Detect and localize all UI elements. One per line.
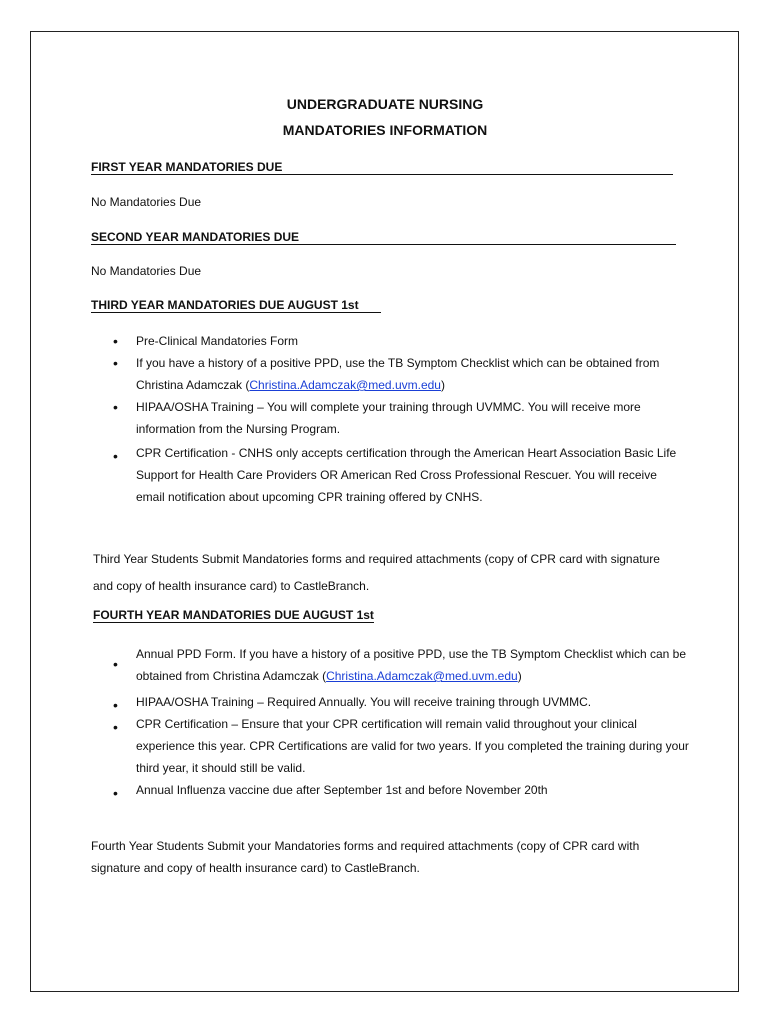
list-item-text: Annual Influenza vaccine due after September 1st and before November 20th [136, 783, 548, 797]
list-item-text: CPR Certification - CNHS only accepts certification through the American Heart Association Basic Life Support for Health Care Providers OR American Red Cross Professional Rescuer. You will receive email notification about upcoming CPR training offered by CNHS. [136, 446, 677, 504]
list-item-text: CPR Certification – Ensure that your CPR certification will remain valid throughout your clinical experience this year. CPR Certifications are valid for two years. If you completed the training during your third year, it should still be valid. [136, 717, 689, 775]
list-item [91, 691, 691, 713]
fourth-year-heading: FOURTH YEAR MANDATORIES DUE AUGUST 1st [93, 608, 374, 622]
second-year-text: No Mandatories Due [91, 264, 202, 278]
email-link[interactable]: Christina.Adamczak@med.uvm.edu [249, 378, 441, 392]
list-item [91, 442, 681, 508]
email-link[interactable]: Christina.Adamczak@med.uvm.edu [326, 669, 518, 683]
list-item [91, 779, 691, 801]
bullet-icon: • [113, 697, 118, 713]
fourth-year-submit-text: Fourth Year Students Submit your Mandatories forms and required attachments (copy of CPR card with signature and copy of health insurance card) to CastleBranch. [91, 839, 640, 875]
third-year-list [91, 330, 681, 508]
title-line-2: MANDATORIES INFORMATION [282, 122, 488, 138]
list-item-text: If you have a history of a positive PPD, use the TB Symptom Checklist which can be obtained from Christina Adamczak ( [136, 356, 660, 392]
bullet-icon: • [113, 785, 118, 801]
first-year-text: No Mandatories Due [91, 195, 202, 209]
bullet-icon: • [113, 719, 118, 735]
fourth-year-list [91, 643, 691, 801]
list-item [91, 330, 681, 352]
third-year-submit-text: Third Year Students Submit Mandatories forms and required attachments (copy of CPR card with signature and copy of health insurance card) to CastleBranch. [93, 552, 660, 593]
list-item-text-end: ) [517, 669, 522, 683]
bullet-icon: • [113, 399, 118, 415]
bullet-icon: • [113, 355, 118, 371]
bullet-icon: • [113, 448, 118, 464]
title-line-1: UNDERGRADUATE NURSING [286, 96, 484, 112]
first-year-heading: FIRST YEAR MANDATORIES DUE [91, 160, 673, 175]
bullet-icon: • [113, 656, 118, 672]
third-year-heading: THIRD YEAR MANDATORIES DUE AUGUST 1st [91, 298, 381, 313]
list-item [91, 352, 681, 396]
list-item-text: Pre-Clinical Mandatories Form [136, 334, 299, 348]
list-item-text: Annual PPD Form. If you have a history of a positive PPD, use the TB Symptom Checklist which can be obtained from Christina Adamczak ( [136, 647, 687, 683]
bullet-icon: • [113, 333, 118, 349]
list-item-text: HIPAA/OSHA Training – You will complete your training through UVMMC. You will receive more information from the Nursing Program. [136, 400, 641, 436]
list-item [91, 396, 681, 440]
list-item-text-end: ) [440, 378, 445, 392]
list-item [91, 643, 691, 687]
list-item [91, 713, 691, 779]
second-year-heading: SECOND YEAR MANDATORIES DUE [91, 230, 676, 245]
list-item-text: HIPAA/OSHA Training – Required Annually. You will receive training through UVMMC. [136, 695, 592, 709]
